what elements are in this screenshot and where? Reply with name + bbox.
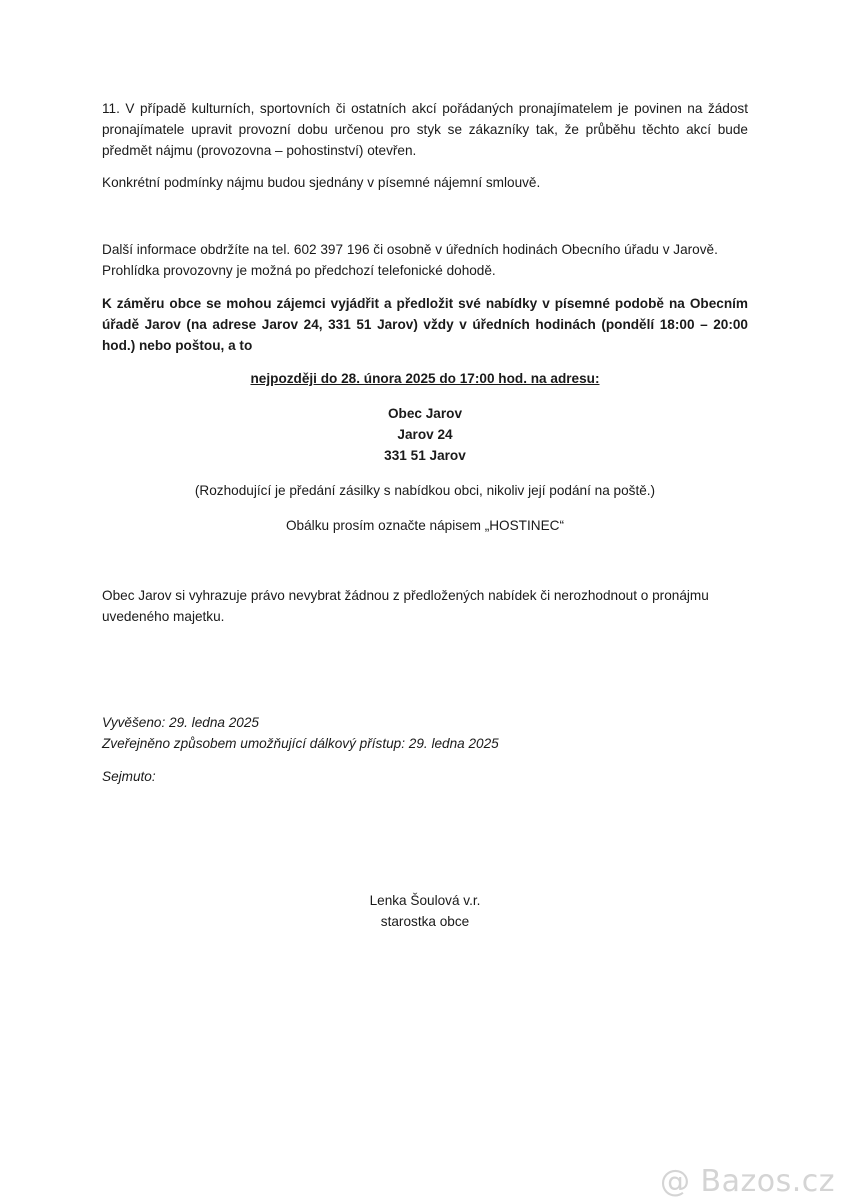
submission-address <box>102 403 748 466</box>
signature-name: Lenka Šoulová v.r. <box>369 893 481 908</box>
removed-date: Sejmuto: <box>102 769 156 784</box>
info-line-phone: Další informace obdržíte na tel. 602 397 196 či osobně v úředních hodinách Obecního úřadu v Jarově. <box>102 242 718 257</box>
intent-paragraph: K záměru obce se mohou zájemci vyjádřit a předložit své nabídky v písemné podobě na Obecním úřadě Jarov (na adrese Jarov 24, 331 51 Jarov) vždy v úředních hodinách (pondělí 18:00 – 20:00 hod.) nebo poštou, a to <box>102 296 748 353</box>
info-line-viewing: Prohlídka provozovny je možná po předchozí telefonické dohodě. <box>102 263 496 278</box>
conditions-paragraph: Konkrétní podmínky nájmu budou sjednány v písemné nájemní smlouvě. <box>102 175 541 190</box>
reservation-paragraph: Obec Jarov si vyhrazuje právo nevybrat žádnou z předložených nabídek či nerozhodnout o pronájmu uvedeného majetku. <box>102 588 709 624</box>
address-line-1: Obec Jarov <box>387 406 463 421</box>
deadline-line: nejpozději do 28. února 2025 do 17:00 hod. na adresu: <box>250 371 600 386</box>
signature-block <box>102 890 748 932</box>
envelope-note: Obálku prosím označte nápisem „HOSTINEC“ <box>285 518 564 533</box>
paragraph-11: 11. V případě kulturních, sportovních či ostatních akcí pořádaných pronajímatelem je povinen na žádost pronajímatele upravit provozní dobu určenou pro styk se zákazníky tak, že průběhu těchto akcí bude předmět nájmu (provozovna – pohostinství) otevřen. <box>102 101 748 158</box>
watermark-text: Bazos.cz <box>700 1164 835 1199</box>
bazos-watermark <box>659 1164 835 1199</box>
signature-title: starostka obce <box>380 914 470 929</box>
decisive-note: (Rozhodující je předání zásilky s nabídkou obci, nikoliv její podání na poště.) <box>194 483 656 498</box>
address-line-2: Jarov 24 <box>397 427 453 442</box>
address-line-3: 331 51 Jarov <box>384 448 466 463</box>
at-icon: @ <box>659 1164 691 1199</box>
document-page <box>102 98 748 932</box>
published-date: Zveřejněno způsobem umožňující dálkový přístup: 29. ledna 2025 <box>102 736 499 751</box>
posted-date: Vyvěšeno: 29. ledna 2025 <box>102 715 259 730</box>
